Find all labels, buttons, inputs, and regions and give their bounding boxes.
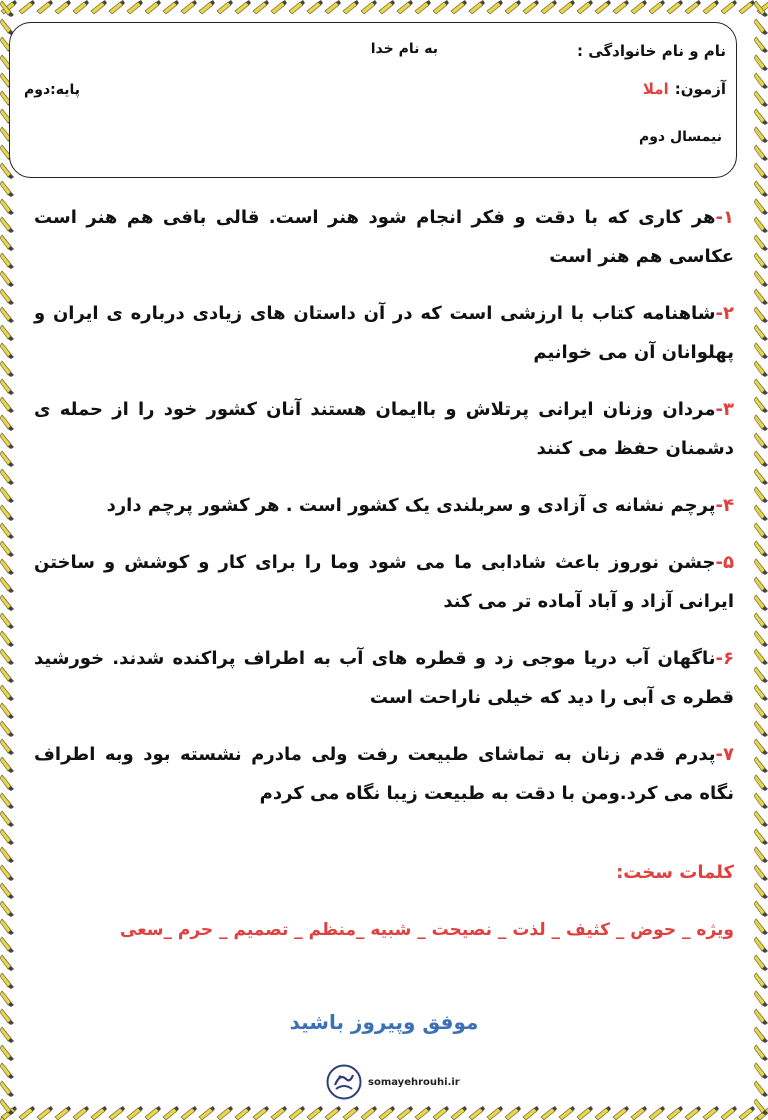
logo-icon (326, 1064, 362, 1100)
question-item (34, 543, 734, 621)
question-item (34, 735, 734, 813)
hard-words-title: کلمات سخت: (616, 862, 734, 883)
name-label: نام و نام خانوادگی : (577, 42, 726, 60)
question-text: شاهنامه کتاب با ارزشی است که در آن داستان های زیادی درباره ی ایران و پهلوانان آن می خوانیم (34, 303, 734, 363)
question-text: هر کاری که با دقت و فکر انجام شود هنر است. قالی بافی هم هنر است عکاسی هم هنر است (34, 207, 734, 267)
question-text: ناگهان آب دریا موجی زد و قطره های آب به اطراف پراکنده شدند. خورشید قطره ی آبی را دید که خیلی ناراحت است (34, 648, 734, 708)
footer (326, 1062, 460, 1102)
hard-words-list: ویژه _ حوض _ کثیف _ لذت _ نصیحت _ شبیه _منظم _ تصمیم _ حرم _سعی (119, 920, 734, 940)
question-item (34, 198, 734, 276)
pencil-border-right (754, 0, 768, 1120)
question-item (34, 294, 734, 372)
exam-line (643, 80, 726, 98)
exam-value: املا (642, 80, 669, 98)
question-number: ۴- (715, 495, 734, 516)
question-number: ۳- (715, 399, 734, 420)
question-text: مردان وزنان ایرانی پرتلاش و باایمان هستند آنان کشور خود را از حمله ی دشمنان حفظ می کنند (34, 399, 734, 459)
question-text: پدرم قدم زنان به تماشای طبیعت رفت ولی مادرم نشسته بود وبه اطراف نگاه می کرد.ومن با دقت به طبیعت زیبا نگاه می کردم (34, 744, 734, 804)
closing-message: موفق وپیروز باشید (289, 1010, 479, 1034)
dictation-questions (34, 198, 734, 831)
website-link[interactable]: somayehrouhi.ir (368, 1076, 460, 1088)
question-number: ۱- (715, 207, 734, 228)
pencil-border-bottom (0, 1106, 768, 1120)
question-text: جشن نوروز باعث شادابی ما می شود وما را برای کار و کوشش و ساختن ایرانی آزاد و آباد آماده تر می کند (34, 552, 734, 612)
header-box (9, 22, 737, 178)
question-number: ۷- (715, 744, 734, 765)
question-item (34, 639, 734, 717)
grade-label: پایه:دوم (24, 82, 81, 98)
question-item (34, 486, 734, 525)
question-number: ۵- (715, 552, 734, 573)
exam-label: آزمون: (674, 80, 726, 98)
semester-label: نیمسال دوم (638, 129, 722, 145)
basmala: به نام خدا (370, 41, 438, 57)
question-number: ۶- (715, 648, 734, 669)
pencil-border-top (0, 0, 768, 14)
question-item (34, 390, 734, 468)
question-number: ۲- (715, 303, 734, 324)
question-text: پرچم نشانه ی آزادی و سربلندی یک کشور است . هر کشور پرچم دارد (106, 495, 716, 516)
